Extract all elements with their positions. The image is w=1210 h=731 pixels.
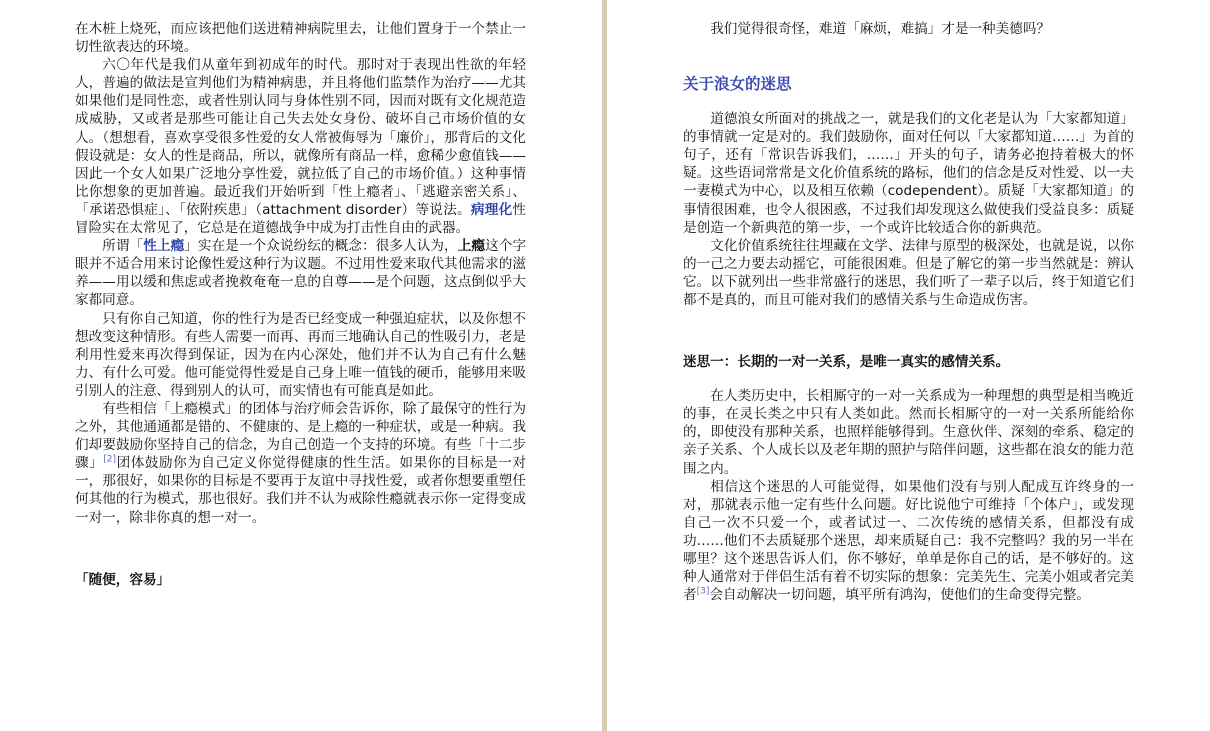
spacer	[683, 94, 1134, 110]
right-text-column	[683, 20, 1134, 604]
paragraph-text: 团体鼓励你为自己定义你觉得健康的性生活。如果你的目标是一对一，那很好，如果你的目标是不要再于友谊中寻找性爱，或者你想要重塑任何其他的行为模式，那也很好。我们并不认为戒除性瘾就表示你一定得变成一对一，除非你真的想一对一。	[75, 455, 527, 526]
paragraph	[75, 237, 526, 309]
subheading: 迷思一：长期的一对一关系，是唯一真实的感情关系。	[683, 354, 1010, 371]
paragraph-text: 所谓「	[102, 238, 144, 255]
subheading: 「随便，容易」	[75, 571, 171, 588]
spacer	[75, 527, 526, 571]
paragraph: 只有你自己知道，你的性行为是否已经变成一种强迫症状，以及你想不想改变这种情形。有些人需要一而再、再而三地确认自己的性吸引力，老是利用性爱来再次得到保证，因为在内心深处，他们并不认为自己有什么魅力、有什么可爱。他可能觉得性爱是自己身上唯一值钱的硬币，能够用来吸引别人的注意、得到别人的认可，而实情也有可能真是如此。	[75, 310, 526, 399]
paragraph	[75, 400, 526, 527]
footnote-link[interactable]: [2]	[103, 454, 117, 465]
emphasis-term: 性上瘾	[143, 238, 185, 255]
footnote-link[interactable]: [3]	[696, 586, 710, 597]
paragraph: 文化价值系统往往埋藏在文学、法律与原型的极深处，也就是说，以你的一己之力要去动摇它，可能很困难。但是了解它的第一步当然就是：辨认它。以下就列出一些非常盛行的迷思，我们听了一辈子以后，终于知道它们都不是真的，而且可能对我们的感情关系与生命造成伤害。	[683, 237, 1134, 309]
spacer	[683, 371, 1134, 387]
right-page	[607, 0, 1210, 731]
paragraph-text: 有些相信「上瘾模式」的团体与治疗师会告诉你，除了最保守的性行为之外，其他通通都是错的、不健康的、是上瘾的一种症状，或是一种病。我们却要鼓励你坚持自己的信念，为自己创造一个支持的环境。有些「十二步骤」	[75, 400, 526, 472]
section-title: 关于浪女的迷思	[683, 75, 792, 94]
paragraph	[683, 478, 1134, 605]
paragraph-text: 相信这个迷思的人可能觉得，如果他们没有与别人配成互许终身的一对，那就表示他一定有些什么问题。好比说他宁可维持「个体户」，或发现自己一次不只爱一个，或者试过一、二次传统的感情关系，但都没有成功……他们不去质疑那个迷思，却来质疑自己：我不完整吗？我的另一半在哪里？这个迷思告诉人们，你不够好，单单是你自己的话，是不够好的。这种人通常对于伴侣生活有着不切实际的想象：完美先生、完美小姐或者完美者	[683, 478, 1134, 604]
paragraph	[75, 56, 526, 237]
paragraph: 在木桩上烧死，而应该把他们送进精神病院里去，让他们置身于一个禁止一切性欲表达的环境。	[75, 21, 526, 56]
paragraph-text: 六〇年代是我们从童年到初成年的时代。那时对于表现出性欲的年轻人，普遍的做法是宣判他们为精神病患，并且将他们监禁作为治疗——尤其如果他们是同性恋，或者性别认同与身体性别不同，因而对既有文化规范造成威胁，又或者是那些可能让自己失去处女身份、破坏自己市场价值的女人。（想想看，喜欢享受很多性爱的女人常被侮辱为「廉价」，那背后的文化假设就是：女人的性是商品，所以，就像所有商品一样，愈稀少愈值钱——因此一个女人如果广泛地分享性爱，就拉低了自己的市场价值。）这种事情比你想象的更加普遍。最近我们开始听到「性上瘾者」、「逃避亲密关系」、「承诺恐惧症」、「依附疾患」（attachment disorder）等说法。	[75, 57, 526, 218]
spacer	[683, 309, 1134, 353]
emphasis-term: 病理化	[470, 201, 513, 218]
left-text-column	[75, 20, 526, 589]
paragraph: 在人类历史中，长相厮守的一对一关系成为一种理想的典型是相当晚近的事，在灵长类之中只有人类如此。然而长相厮守的一对一关系所能给你的，即使没有那种关系，也照样能够得到。生意伙伴、深刻的牵系、稳定的亲子关系、个人成长以及老年期的照护与陪伴问题，这些都在浪女的能力范围之内。	[683, 388, 1134, 477]
bold-term: 上瘾	[457, 238, 486, 255]
paragraph: 道德浪女所面对的挑战之一，就是我们的文化老是认为「大家都知道」的事情就一定是对的。我们鼓励你，面对任何以「大家都知道……」为首的句子，还有「常识告诉我们，……」开头的句子，请务必抱持着极大的怀疑。这些语词常常是文化价值系统的路标，他们的信念是反对性爱、以一夫一妻模式为中心，以及相互依赖（codependent）。质疑「大家都知道」的事情很困难，也令人很困惑，不过我们却发现这么做使我们受益良多：质疑是创造一个新典范的第一步，一个或许比较适合你的新典范。	[683, 111, 1134, 236]
spacer	[683, 38, 1134, 74]
paragraph-text: 性冒险实在太常见了，它总是在道德战争中成为打击性自由的武器。	[75, 201, 527, 237]
paragraph-text: 会自动解决一切问题，填平所有鸿沟，使他们的生命变得完整。	[709, 587, 1090, 604]
paragraph-text: 这个字眼并不适合用来讨论像性爱这种行为议题。不过用性爱来取代其他需求的滋养——用以缓和焦虑或者挽救奄奄一息的自尊——是个问题，这点倒似乎大家都同意。	[75, 238, 527, 309]
left-page	[0, 0, 602, 731]
paragraph-text: 」实在是一个众说纷纭的概念：很多人认为，	[184, 238, 458, 255]
paragraph: 我们觉得很奇怪，难道「麻烦，难搞」才是一种美德吗？	[710, 21, 1051, 37]
